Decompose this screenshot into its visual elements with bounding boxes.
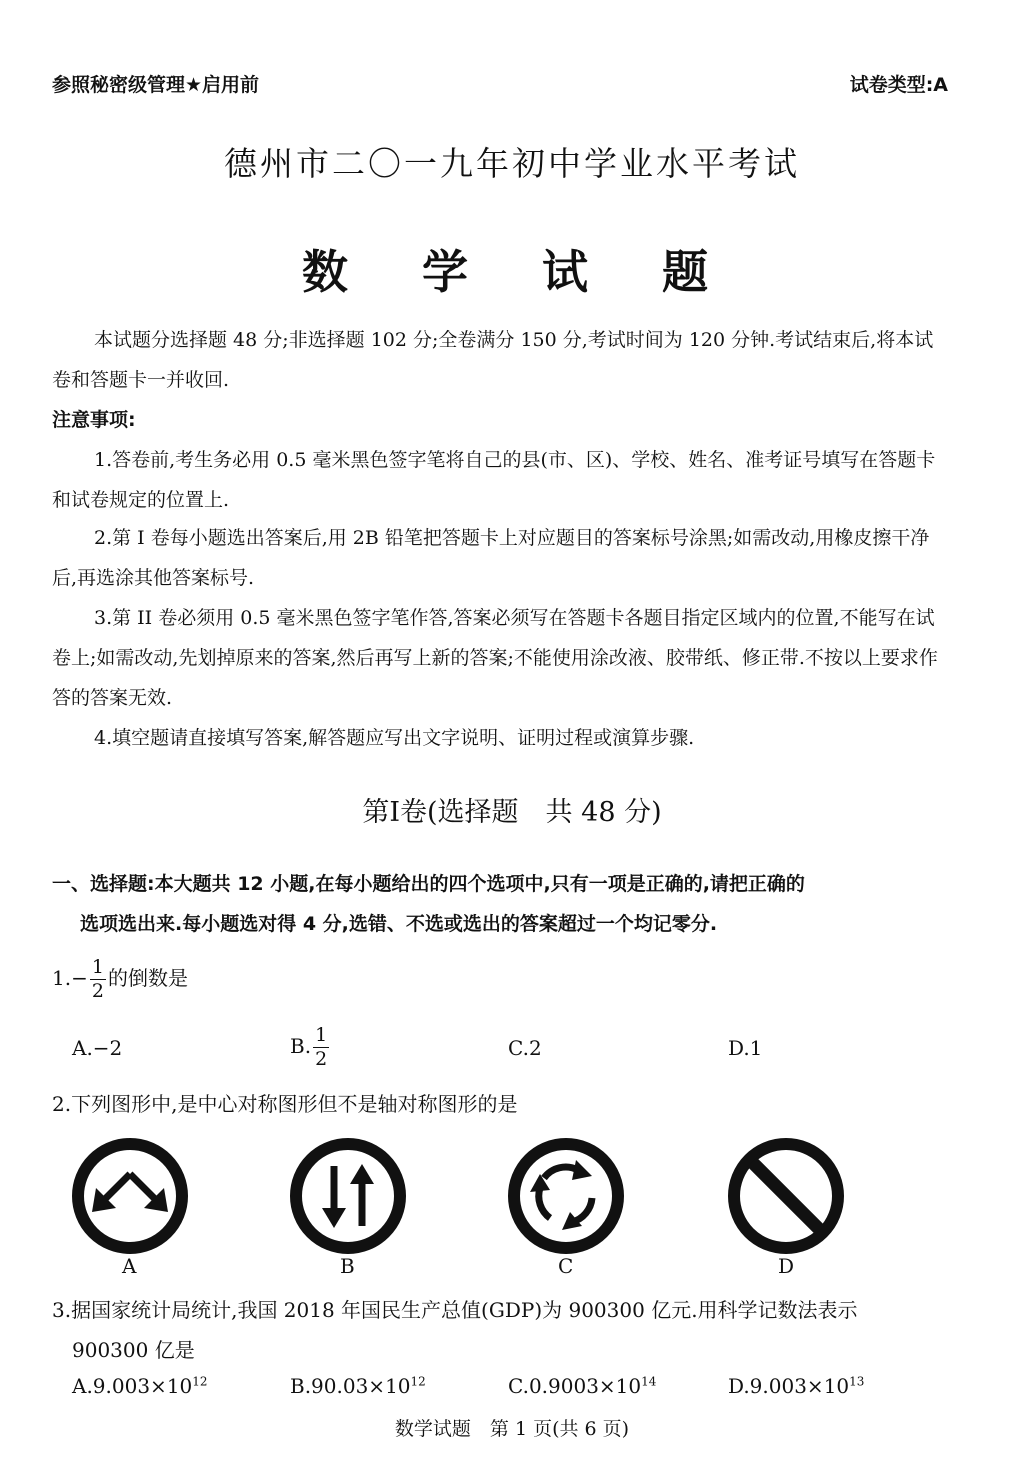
section-instruction-line1: 一、选择题:本大题共 12 小题,在每小题给出的四个选项中,只有一项是正确的,请把正确的 — [52, 873, 805, 895]
note-item-1: 1.答卷前,考生务必用 0.5 毫米黑色签字笔将自己的县(市、区)、学校、姓名、准考证号填写在答题卡和试卷规定的位置上. — [52, 449, 936, 511]
option-base: D.9.003×10 — [728, 1374, 850, 1398]
confidentiality-label: 参照秘密级管理★启用前 — [52, 74, 260, 96]
paper-type-label: 试卷类型:A — [849, 74, 948, 96]
fraction-denominator: 2 — [315, 1048, 328, 1070]
notice-heading: 注意事项: — [52, 409, 136, 431]
option-exponent: 13 — [849, 1374, 865, 1389]
q1-option-b-fraction — [313, 1026, 329, 1069]
option-exponent: 12 — [192, 1374, 208, 1389]
section-instruction-line2: 选项选出来.每小题选对得 4 分,选错、不选或选出的答案超过一个均记零分. — [80, 913, 718, 935]
figure-a-label: A — [122, 1254, 137, 1278]
option-exponent: 12 — [410, 1374, 426, 1389]
fraction-numerator: 1 — [91, 956, 104, 978]
figure-b-label: B — [340, 1254, 355, 1278]
question-1-stem: 的倒数是 — [107, 966, 188, 990]
q1-option-b-letter: B. — [290, 1034, 312, 1058]
two-way-arrows-sign-icon — [288, 1136, 408, 1256]
question-3-line1: 3.据国家统计局统计,我国 2018 年国民生产总值(GDP)为 900300 亿元.用科学记数法表示 — [52, 1298, 858, 1322]
question-2: 2.下列图形中,是中心对称图形但不是轴对称图形的是 — [52, 1092, 518, 1116]
note-item-2: 2.第 I 卷每小题选出答案后,用 2B 铅笔把答题卡上对应题目的答案标号涂黑;如需改动,用橡皮擦干净后,再选涂其他答案标号. — [52, 527, 930, 589]
question-1-sign: − — [71, 966, 88, 990]
page-footer: 数学试题 第 1 页(共 6 页) — [394, 1418, 630, 1440]
q3-option-b — [290, 1374, 426, 1398]
q1-option-b — [290, 1026, 331, 1069]
question-1-fraction — [90, 958, 106, 1001]
q1-option-c: C.2 — [508, 1036, 542, 1060]
option-exponent: 14 — [641, 1374, 657, 1389]
question-3-line2: 900300 亿是 — [72, 1338, 195, 1362]
fraction-denominator: 2 — [91, 980, 104, 1002]
no-entry-slash-sign-icon — [726, 1136, 846, 1256]
exam-title: 德州市二〇一九年初中学业水平考试 — [224, 144, 800, 183]
q3-option-a — [72, 1374, 208, 1398]
figure-d-label: D — [778, 1254, 795, 1278]
note-item-3: 3.第 II 卷必须用 0.5 毫米黑色签字笔作答,答案必须写在答题卡各题目指定区域内的位置,不能写在试卷上;如需改动,先划掉原来的答案,然后再写上新的答案;不能使用涂改液、胶带纸、修正带.不按以上要求作答的答案无效. — [52, 607, 938, 709]
q1-option-d: D.1 — [728, 1036, 763, 1060]
note-item-4: 4.填空题请直接填写答案,解答题应写出文字说明、证明过程或演算步骤. — [94, 727, 695, 749]
subject-title: 数 学 试 题 — [301, 245, 723, 299]
option-base: B.90.03×10 — [290, 1374, 411, 1398]
question-1-number: 1. — [52, 966, 72, 990]
option-base: A.9.003×10 — [72, 1374, 193, 1398]
section-title: 第Ⅰ卷(选择题 共 48 分) — [362, 797, 662, 828]
figure-c-label: C — [558, 1254, 574, 1278]
option-base: C.0.9003×10 — [508, 1374, 642, 1398]
roundabout-sign-icon — [506, 1136, 626, 1256]
question-1 — [52, 958, 188, 1001]
q3-option-d — [728, 1374, 864, 1398]
q1-option-a: A.−2 — [72, 1036, 123, 1060]
q3-option-c — [508, 1374, 656, 1398]
diverging-arrows-sign-icon — [70, 1136, 190, 1256]
intro-paragraph: 本试题分选择题 48 分;非选择题 102 分;全卷满分 150 分,考试时间为 120 分钟.考试结束后,将本试卷和答题卡一并收回. — [52, 329, 934, 391]
fraction-numerator: 1 — [315, 1024, 328, 1046]
